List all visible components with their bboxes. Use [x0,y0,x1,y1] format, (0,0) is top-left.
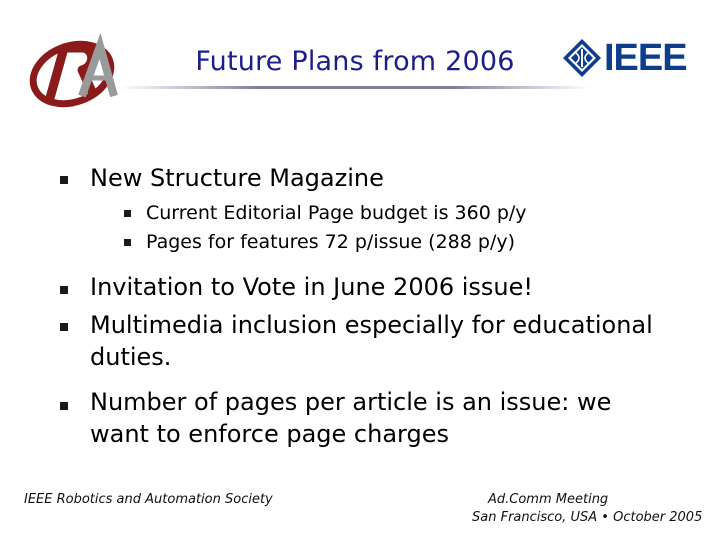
sub-bullet-1-text: Current Editorial Page budget is 360 p/y [146,202,527,224]
ieee-diamond-icon [562,38,602,78]
sub-bullet-icon [124,239,131,246]
bullet-icon [60,176,68,184]
bullet-1-text: New Structure Magazine [90,164,384,192]
title-divider [120,86,590,89]
sub-bullet-icon [124,210,131,217]
bullet-icon [60,286,68,294]
bullet-icon [60,402,68,410]
bullet-2-text: Invitation to Vote in June 2006 issue! [90,273,534,301]
footer-society: IEEE Robotics and Automation Society [24,492,273,507]
sub-bullet-2-text: Pages for features 72 p/issue (288 p/y) [146,231,515,253]
slide-title: Future Plans from 2006 [195,46,515,77]
bullet-icon [60,323,68,331]
ras-logo-icon [22,26,122,110]
footer-meeting: Ad.Comm Meeting [488,492,609,507]
footer-location-date: San Francisco, USA • October 2005 [472,510,703,525]
ieee-wordmark: IEEE [604,37,687,79]
bullet-4-text: Number of pages per article is an issue: we want to enforce page charges [90,388,612,448]
bullet-3-text: Multimedia inclusion especially for educational duties. [90,311,653,371]
